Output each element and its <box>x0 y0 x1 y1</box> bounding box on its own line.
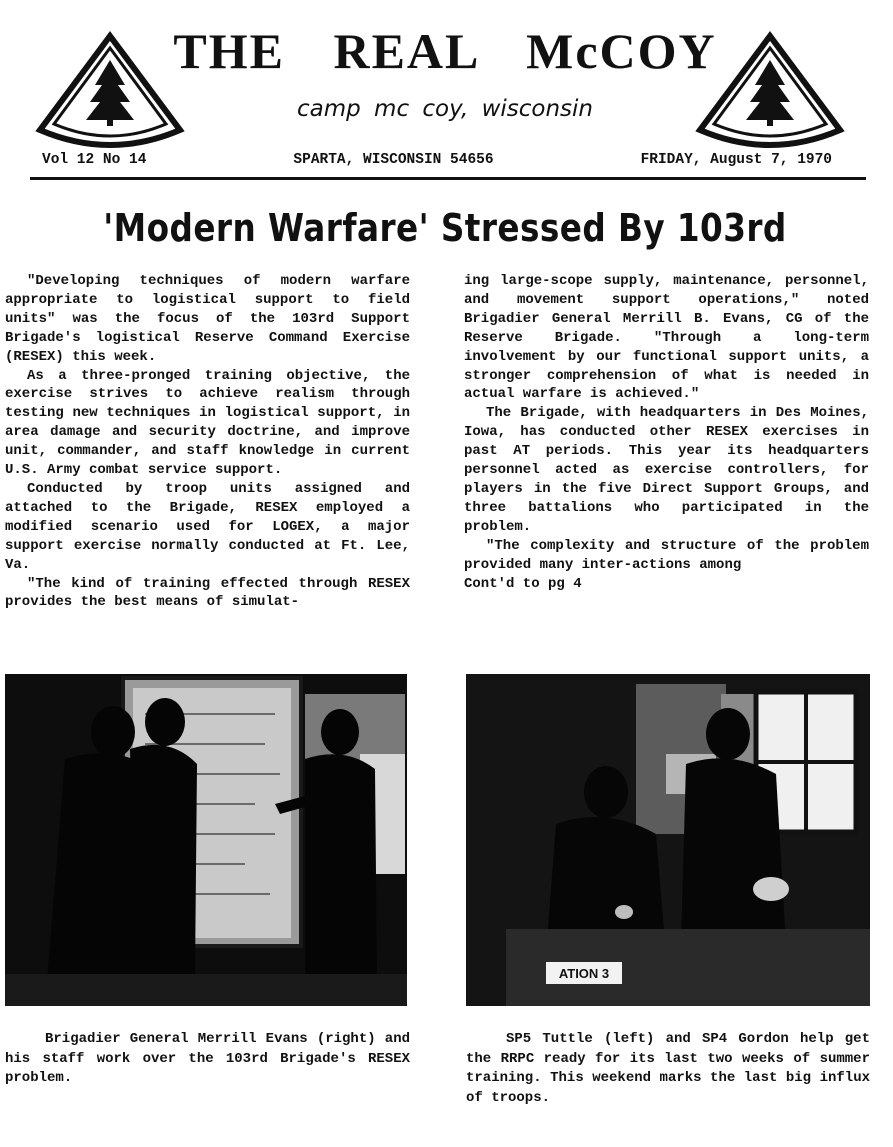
issue-date: FRIDAY, August 7, 1970 <box>640 152 832 168</box>
continued-note: Cont'd to pg 4 <box>464 575 582 592</box>
article-column-left <box>5 272 410 612</box>
photo-sign-text: ATION 3 <box>558 966 610 981</box>
masthead-subtitle: camp mc coy, wisconsin <box>296 96 593 122</box>
article-paragraph: "The kind of training effected through RESEX provides the best means of simulat- <box>5 575 410 611</box>
article-paragraph: "The complexity and structure of the problem provided many inter-actions among <box>464 537 869 573</box>
masthead-rule <box>30 177 866 180</box>
photo-caption-left: Brigadier General Merrill Evans (right) and his staff work over the 103rd Brigade's RESEX problem. <box>5 1031 410 1086</box>
photo-briefing <box>5 674 407 1006</box>
issue-location: SPARTA, WISCONSIN 54656 <box>293 152 494 168</box>
masthead-title: THE REAL McCOY <box>173 23 717 79</box>
article-paragraph: "Developing techniques of modern warfare appropriate to logistical support to field units" was the focus of the 103rd Support Brigade's logistical Reserve Command Exercise (RESEX) this week. <box>5 273 410 365</box>
issue-volume: Vol 12 No 14 <box>42 152 147 168</box>
photo-caption-right: SP5 Tuttle (left) and SP4 Gordon help get the RRPC ready for its last two weeks of summer training. This weekend marks the last big influx of troops. <box>466 1031 870 1106</box>
article-column-right <box>464 272 869 593</box>
article-paragraph: The Brigade, with headquarters in Des Moines, Iowa, has conducted other RESEX exercises in past AT periods. This year its headquarters personnel acted as exercise controllers, for players in the five Direct Support Groups, and three battalions who participated in the problem. <box>464 405 869 535</box>
issue-line <box>42 152 832 168</box>
article-paragraph: Conducted by troop units assigned and attached to the Brigade, RESEX employed a modified scenario used for LOGEX, a major support exercise normally conducted at Ft. Lee, Va. <box>5 480 410 573</box>
article-headline: 'Modern Warfare' Stressed By 103rd <box>103 206 787 250</box>
photo-rrpc <box>466 674 870 1006</box>
article-paragraph: As a three-pronged training objective, the exercise strives to achieve realism through testing new techniques in logistical support, in area damage and security doctrine, and improve unit, commander, and staff knowledge in current U.S. Army combat service support. <box>5 367 410 479</box>
article-paragraph: ing large-scope supply, maintenance, personnel, and movement support operations," noted Brigadier General Merrill B. Evans, CG of the Reserve Brigade. "Through a long-term involvement by our functional support units, a stronger comprehension of what is needed in actual warfare is achieved." <box>464 273 869 403</box>
